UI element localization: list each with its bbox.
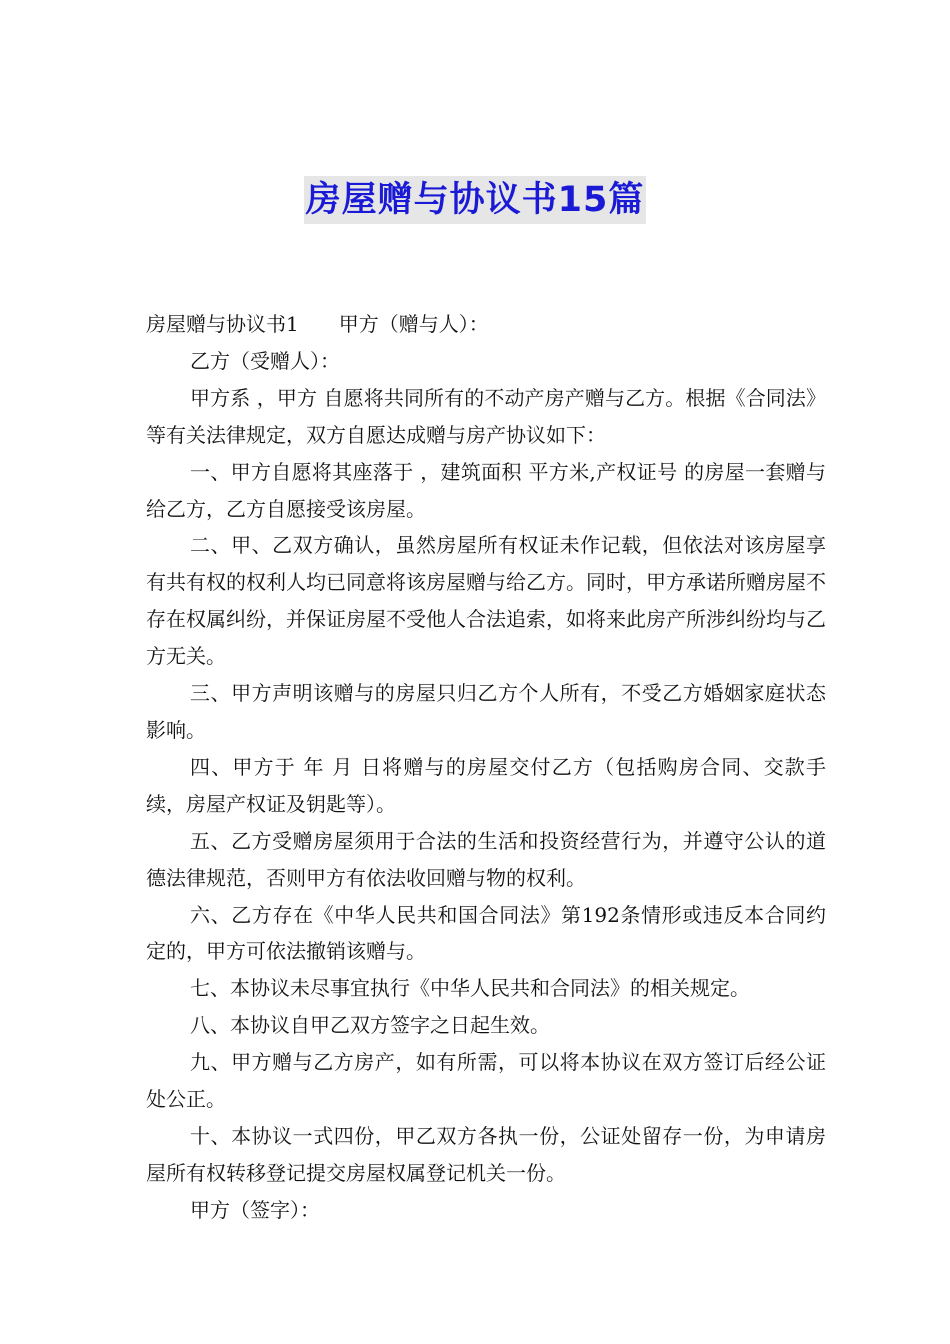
clause-8: 八、本协议自甲乙双方签字之日起生效。 [190, 1013, 550, 1038]
clause-3: 三、甲方声明该赠与的房屋只归乙方个人所有，不受乙方婚姻家庭状态影响。 [146, 681, 826, 742]
agreement-heading: 房屋赠与协议书1 [146, 312, 299, 336]
clause-7: 七、本协议未尽事宜执行《中华人民共和合同法》的相关规定。 [190, 976, 750, 1001]
clause-5: 五、乙方受赠房屋须用于合法的生活和投资经营行为，并遵守公认的道德法律规范，否则甲方有依法收回赠与物的权利。 [146, 828, 826, 890]
first-line [146, 306, 826, 343]
clause-10: 十、本协议一式四份，甲乙双方各执一份，公证处留存一份，为申请房屋所有权转移登记提交房屋权属登记机关一份。 [146, 1123, 826, 1185]
party-b-label: 乙方（受赠人）： [190, 348, 340, 373]
clause-9: 九、甲方赠与乙方房产，如有所需，可以将本协议在双方签订后经公证处公正。 [146, 1050, 826, 1112]
clause-6: 六、乙方存在《中华人民共和国合同法》第192条情形或违反本合同约定的，甲方可依法撤销该赠与。 [146, 902, 826, 964]
clause-1: 一、甲方自愿将其座落于 ，建筑面积 平方米,产权证号 的房屋一套赠与给乙方，乙方自愿接受该房屋。 [146, 459, 826, 521]
title-container [0, 176, 950, 224]
document-title: 房屋赠与协议书15篇 [304, 176, 647, 224]
party-a-signature-label: 甲方（签字）： [190, 1197, 320, 1222]
clause-4: 四、甲方于 年 月 日将赠与的房屋交付乙方（包括购房合同、交款手续，房屋产权证及钥匙等）。 [146, 754, 826, 816]
party-a-label: 甲方（赠与人）： [338, 312, 489, 336]
clause-2: 二、甲、乙双方确认，虽然房屋所有权证未作记载，但依法对该房屋享有共有权的权利人均已同意将该房屋赠与给乙方。同时，甲方承诺所赠房屋不存在权属纠纷，并保证房屋不受他人合法追索，如将来此房产所涉纠纷均与乙方无关。 [146, 533, 826, 669]
preamble-paragraph: 甲方系 ，甲方 自愿将共同所有的不动产房产赠与乙方。根据《合同法》等有关法律规定，双方自愿达成赠与房产协议如下： [146, 385, 826, 447]
document-body [146, 306, 826, 1229]
